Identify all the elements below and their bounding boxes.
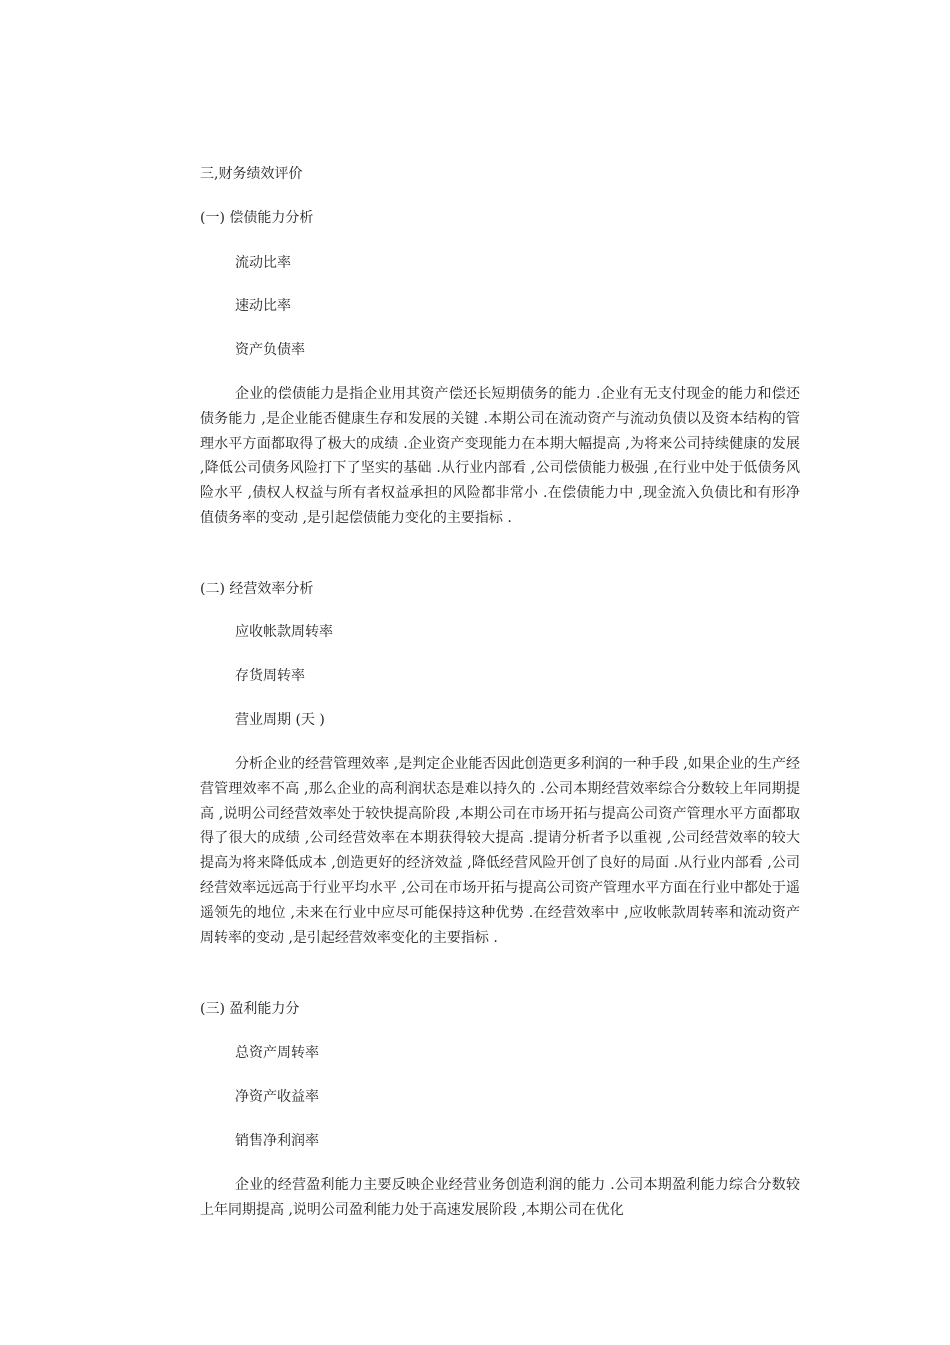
section-title: 三,财务绩效评价	[200, 166, 303, 182]
section-1-item-1: 流动比率	[235, 255, 291, 271]
section-2-item-1: 应收帐款周转率	[235, 624, 333, 640]
section-3-item-1: 总资产周转率	[235, 1045, 319, 1061]
section-3-paragraph: 企业的经营盈利能力主要反映企业经营业务创造利润的能力 .公司本期盈利能力综合分数较上年同期提高 ,说明公司盈利能力处于高速发展阶段 ,本期公司在优化	[200, 1177, 800, 1218]
section-1-paragraph: 企业的偿债能力是指企业用其资产偿还长短期债务的能力 .企业有无支付现金的能力和偿还债务能力 ,是企业能否健康生存和发展的关键 .本期公司在流动资产与流动负债以及资本结构的管理水平方面都取得了极大的成绩 .企业资产变现能力在本期大幅提高 ,为将来公司持续健康的发展 ,降低公司债务风险打下了坚实的基础 .从行业内部看 ,公司偿债能力极强 ,在行业中处于低债务风险水平 ,债权人权益与所有者权益承担的风险都非常小 .在偿债能力中 ,现金流入负债比和有形净值债务率的变动 ,是引起偿债能力变化的主要指标 .	[200, 386, 800, 526]
section-2-item-2: 存货周转率	[235, 668, 305, 684]
section-2-item-3: 营业周期 (天 )	[235, 712, 325, 728]
section-2-paragraph: 分析企业的经营管理效率 ,是判定企业能否因此创造更多利润的一种手段 ,如果企业的生产经营管理效率不高 ,那么企业的高利润状态是难以持久的 .公司本期经营效率综合分数较上年同期提高 ,说明公司经营效率处于较快提高阶段 ,本期公司在市场开拓与提高公司资产管理水平方面都取得了很大的成绩 ,公司经营效率在本期获得较大提高 .提请分析者予以重视 ,公司经营效率的较大提高为将来降低成本 ,创造更好的经济效益 ,降低经营风险开创了良好的局面 .从行业内部看 ,公司经营效率远远高于行业平均水平 ,公司在市场开拓与提高公司资产管理水平方面在行业中都处于遥遥领先的地位 ,未来在行业中应尽可能保持这种优势 .在经营效率中 ,应收帐款周转率和流动资产周转率的变动 ,是引起经营效率变化的主要指标 .	[200, 756, 800, 946]
section-3-item-3: 销售净利润率	[235, 1133, 319, 1149]
section-1-item-3: 资产负债率	[235, 342, 305, 358]
section-3-item-2: 净资产收益率	[235, 1089, 319, 1105]
section-1-heading: (一) 偿债能力分析	[200, 210, 314, 226]
section-3-heading: (三) 盈利能力分	[200, 1001, 300, 1017]
section-1-item-2: 速动比率	[235, 298, 291, 314]
section-2-heading: (二) 经营效率分析	[200, 581, 314, 597]
